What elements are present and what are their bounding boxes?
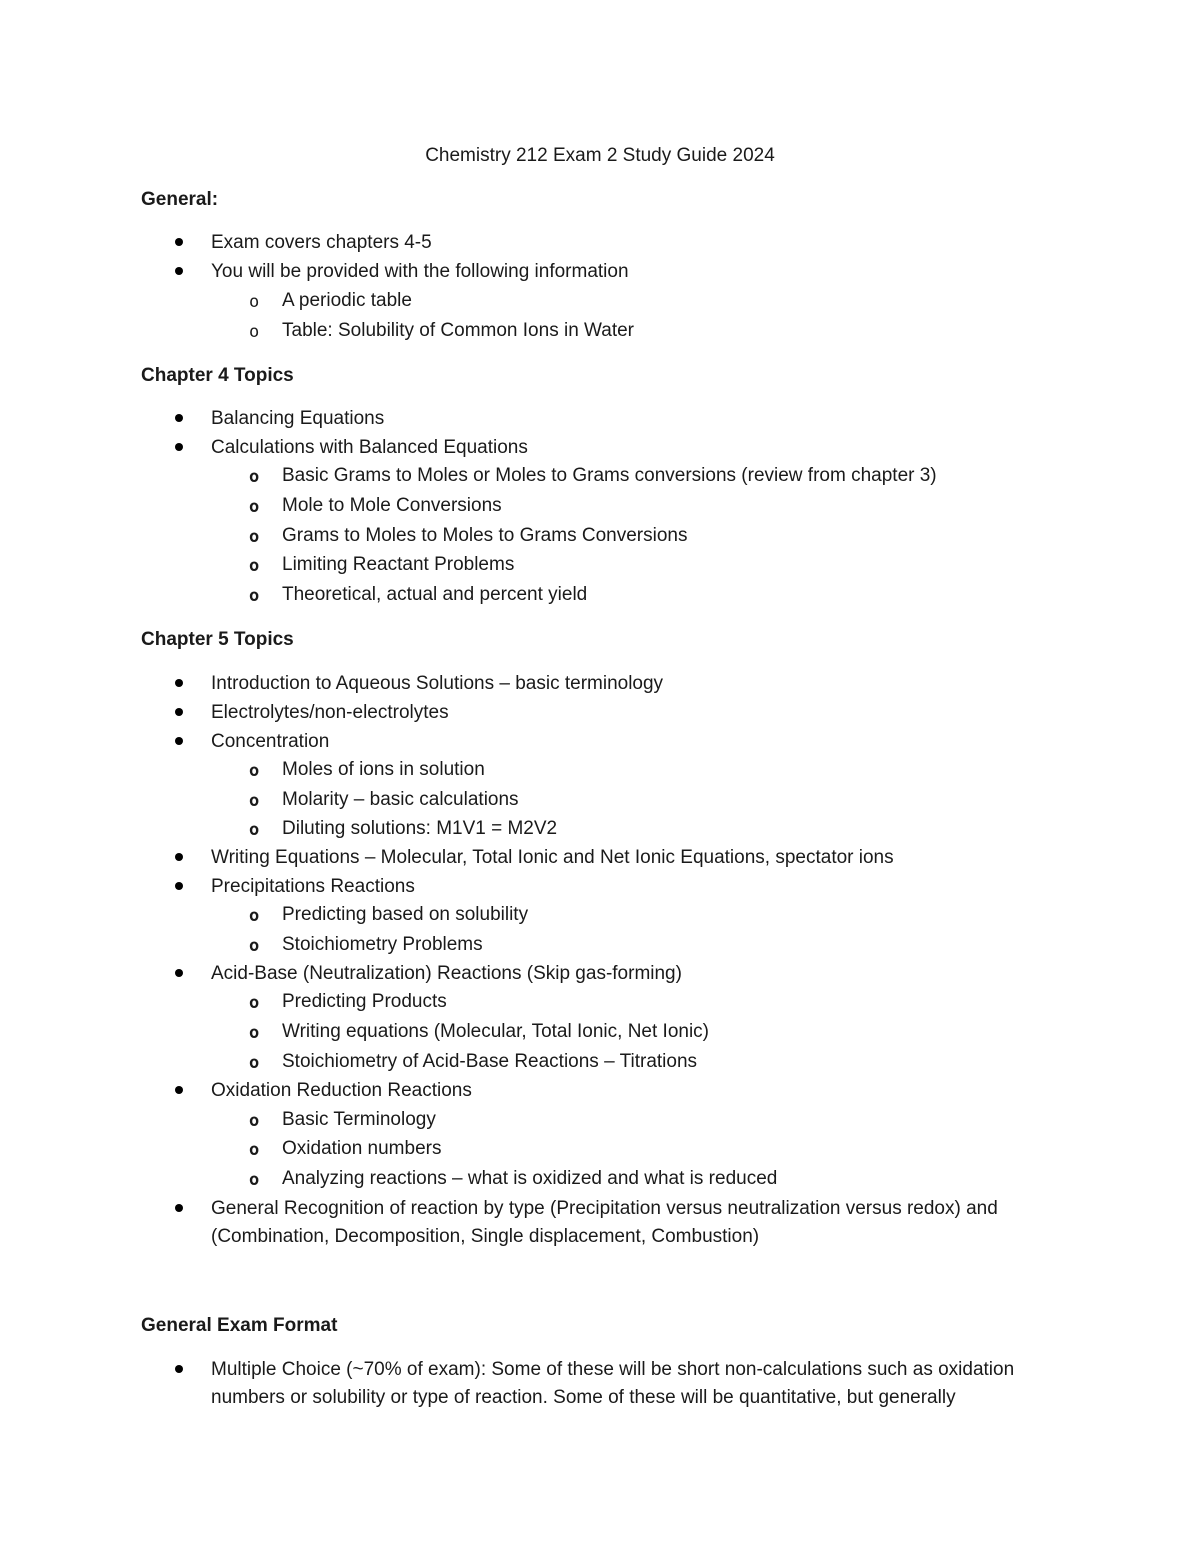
list-item: Introduction to Aqueous Solutions – basic terminology bbox=[211, 673, 664, 694]
circle-bullet-icon: o bbox=[249, 993, 260, 1013]
list-item-continuation: numbers or solubility or type of reaction. Some of these will be quantitative, but generally bbox=[211, 1387, 956, 1408]
list-subitem: Basic Terminology bbox=[282, 1109, 436, 1130]
list-item: Electrolytes/non-electrolytes bbox=[211, 702, 449, 723]
bullet-dot-icon bbox=[175, 853, 183, 861]
circle-bullet-icon: o bbox=[249, 556, 260, 576]
circle-bullet-icon: o bbox=[249, 906, 260, 926]
list-subitem: Stoichiometry of Acid-Base Reactions – Titrations bbox=[282, 1051, 698, 1072]
circle-bullet-icon: o bbox=[249, 1023, 260, 1043]
bullet-dot-icon bbox=[175, 969, 183, 977]
bullet-dot-icon bbox=[175, 882, 183, 890]
section-heading-chapter4: Chapter 4 Topics bbox=[141, 365, 294, 386]
circle-bullet-icon: o bbox=[249, 322, 260, 342]
list-subitem: Theoretical, actual and percent yield bbox=[282, 584, 588, 605]
list-item: Concentration bbox=[211, 731, 330, 752]
bullet-dot-icon bbox=[175, 1204, 183, 1212]
circle-bullet-icon: o bbox=[249, 761, 260, 781]
circle-bullet-icon: o bbox=[249, 1053, 260, 1073]
bullet-dot-icon bbox=[175, 443, 183, 451]
circle-bullet-icon: o bbox=[249, 820, 260, 840]
list-item: Calculations with Balanced Equations bbox=[211, 437, 528, 458]
list-item: You will be provided with the following information bbox=[211, 261, 629, 282]
list-subitem: Stoichiometry Problems bbox=[282, 934, 483, 955]
circle-bullet-icon: o bbox=[249, 1111, 260, 1131]
list-subitem: Molarity – basic calculations bbox=[282, 789, 519, 810]
list-item-continuation: (Combination, Decomposition, Single displacement, Combustion) bbox=[211, 1226, 760, 1247]
bullet-dot-icon bbox=[175, 414, 183, 422]
bullet-dot-icon bbox=[175, 1086, 183, 1094]
list-subitem: Moles of ions in solution bbox=[282, 759, 485, 780]
list-subitem: A periodic table bbox=[282, 290, 412, 311]
circle-bullet-icon: o bbox=[249, 467, 260, 487]
list-item: Writing Equations – Molecular, Total Ionic and Net Ionic Equations, spectator ions bbox=[211, 847, 894, 868]
list-subitem: Mole to Mole Conversions bbox=[282, 495, 502, 516]
list-subitem: Analyzing reactions – what is oxidized and what is reduced bbox=[282, 1168, 778, 1189]
circle-bullet-icon: o bbox=[249, 527, 260, 547]
list-item: Exam covers chapters 4-5 bbox=[211, 232, 432, 253]
list-item: Acid-Base (Neutralization) Reactions (Skip gas-forming) bbox=[211, 963, 682, 984]
bullet-dot-icon bbox=[175, 737, 183, 745]
list-subitem: Grams to Moles to Moles to Grams Conversions bbox=[282, 525, 688, 546]
section-heading-general: General: bbox=[141, 189, 219, 210]
circle-bullet-icon: o bbox=[249, 791, 260, 811]
section-heading-exam-format: General Exam Format bbox=[141, 1315, 338, 1336]
list-subitem: Basic Grams to Moles or Moles to Grams conversions (review from chapter 3) bbox=[282, 465, 937, 486]
circle-bullet-icon: o bbox=[249, 1140, 260, 1160]
list-subitem: Oxidation numbers bbox=[282, 1138, 442, 1159]
circle-bullet-icon: o bbox=[249, 586, 260, 606]
bullet-dot-icon bbox=[175, 1365, 183, 1373]
bullet-dot-icon bbox=[175, 708, 183, 716]
list-subitem: Limiting Reactant Problems bbox=[282, 554, 515, 575]
circle-bullet-icon: o bbox=[249, 292, 260, 312]
list-subitem: Predicting based on solubility bbox=[282, 904, 529, 925]
bullet-dot-icon bbox=[175, 679, 183, 687]
circle-bullet-icon: o bbox=[249, 1170, 260, 1190]
section-heading-chapter5: Chapter 5 Topics bbox=[141, 629, 294, 650]
list-subitem: Diluting solutions: M1V1 = M2V2 bbox=[282, 818, 558, 839]
list-item: Precipitations Reactions bbox=[211, 876, 415, 897]
list-subitem: Predicting Products bbox=[282, 991, 447, 1012]
bullet-dot-icon bbox=[175, 238, 183, 246]
list-item: Balancing Equations bbox=[211, 408, 385, 429]
list-item: General Recognition of reaction by type (Precipitation versus neutralization versus redox) and bbox=[211, 1198, 998, 1219]
list-subitem: Writing equations (Molecular, Total Ionic, Net Ionic) bbox=[282, 1021, 709, 1042]
circle-bullet-icon: o bbox=[249, 497, 260, 517]
list-item: Multiple Choice (~70% of exam): Some of these will be short non-calculations such as oxidation bbox=[211, 1359, 1015, 1380]
circle-bullet-icon: o bbox=[249, 936, 260, 956]
list-item: Oxidation Reduction Reactions bbox=[211, 1080, 472, 1101]
bullet-dot-icon bbox=[175, 267, 183, 275]
document-title: Chemistry 212 Exam 2 Study Guide 2024 bbox=[425, 145, 775, 166]
list-subitem: Table: Solubility of Common Ions in Water bbox=[282, 320, 635, 341]
